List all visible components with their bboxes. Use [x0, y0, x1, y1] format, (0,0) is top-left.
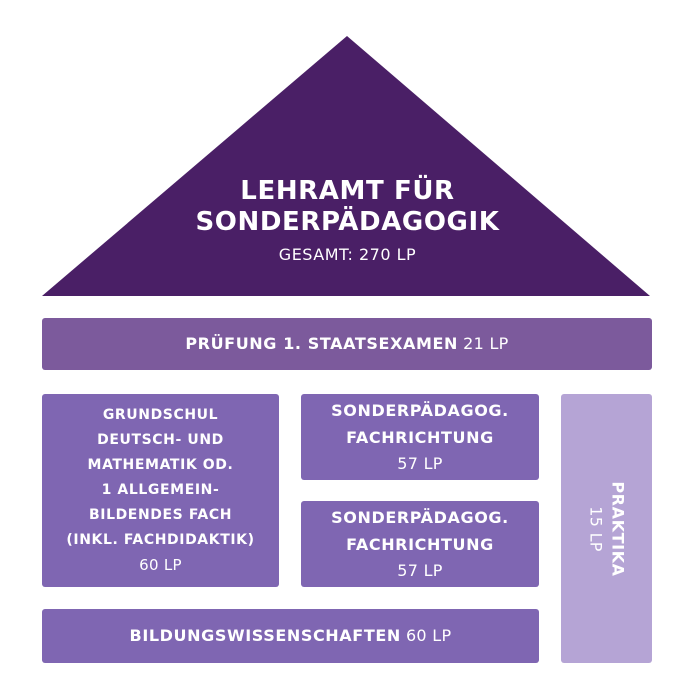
roof-label [130, 176, 565, 266]
bildung-text [130, 626, 452, 646]
grundschul-line-3: MATHEMATIK OD. [87, 457, 234, 473]
praktika-pillar [561, 394, 652, 663]
sonderpaedagog-box-1 [301, 394, 539, 480]
praktika-lp: 15 LP [586, 505, 606, 552]
grundschul-line-4: 1 ALLGEMEIN- [101, 482, 220, 498]
grundschul-lp: 60 LP [139, 556, 182, 574]
grundschul-box [42, 394, 279, 587]
grundschul-line-1: GRUNDSCHUL [102, 407, 219, 423]
grundschul-line-6: (INKL. FACHDIDAKTIK) [66, 532, 255, 548]
sonder2-line-1: SONDERPÄDAGOG. [331, 508, 509, 527]
exam-label: PRÜFUNG 1. STAATSEXAMEN [185, 334, 459, 353]
exam-text [185, 334, 508, 354]
exam-lp: 21 LP [463, 334, 509, 353]
roof-total: GESAMT: 270 LP [278, 245, 417, 264]
roof-title-line1: LEHRAMT FÜR [240, 176, 455, 206]
sonder2-lp: 57 LP [397, 561, 443, 580]
grundschul-line-5: BILDENDES FACH [88, 507, 233, 523]
bildungswissenschaften-bar [42, 609, 539, 663]
sonderpaedagog-box-2 [301, 501, 539, 587]
praktika-text [585, 481, 629, 576]
exam-bar [42, 318, 652, 370]
roof-title-line2: SONDERPÄDAGOGIK [195, 207, 500, 237]
sonder2-line-2: FACHRICHTUNG [346, 535, 494, 554]
bildung-lp: 60 LP [405, 626, 452, 645]
sonder1-line-1: SONDERPÄDAGOG. [331, 401, 509, 420]
sonder1-lp: 57 LP [397, 454, 443, 473]
grundschul-line-2: DEUTSCH- UND [97, 432, 224, 448]
bildung-label: BILDUNGSWISSENSCHAFTEN [129, 626, 401, 645]
praktika-label: PRAKTIKA [608, 480, 628, 577]
sonder1-line-2: FACHRICHTUNG [346, 428, 494, 447]
